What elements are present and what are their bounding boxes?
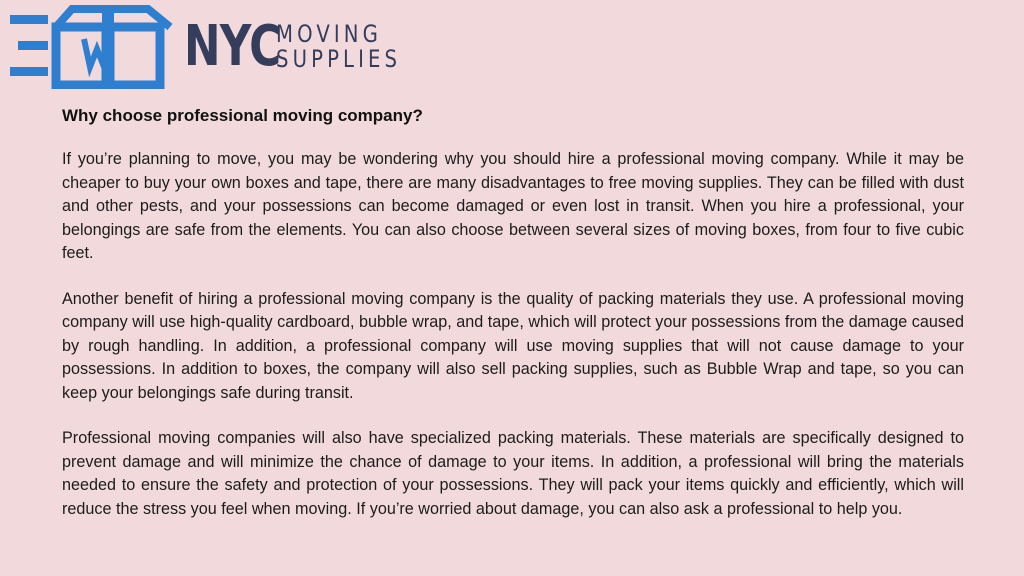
- logo-line-supplies: SUPPLIES: [276, 45, 402, 73]
- logo-wordmark: [276, 19, 402, 73]
- logo-abbreviation: NYC: [184, 14, 281, 79]
- company-logo: [10, 5, 429, 89]
- paragraph-2: Another benefit of hiring a professional moving company is the quality of packing materials they use. A professional moving company will use high-quality cardboard, bubble wrap, and tape, which will protect your possessions from the damage caused by rough handling. In addition, a professional company will use moving supplies that will not cause damage to your possessions. In addition to boxes, the company will also sell packing supplies, such as Bubble Wrap and tape, so you can keep your belongings safe during transit.: [62, 289, 964, 402]
- paragraph-1: If you’re planning to move, you may be wondering why you should hire a professional moving company. While it may be cheaper to buy your own boxes and tape, there are many disadvantages to free moving supplies. They can be filled with dust and other pests, and your possessions can become damaged or even lost in transit. When you hire a professional, your belongings are safe from the elements. You can also choose between several sizes of moving boxes, from four to five cubic feet.: [62, 150, 964, 262]
- article: [62, 106, 964, 543]
- moving-box-logo-icon: [10, 5, 180, 89]
- article-title: Why choose professional moving company?: [62, 106, 423, 125]
- paragraph-3: Professional moving companies will also have specialized packing materials. These materials are specifically designed to prevent damage and will minimize the chance of damage to your items. In addition, a professional will bring the materials needed to ensure the safety and protection of your possessions. They will pack your items quickly and efficiently, which will reduce the stress you feel when moving. If you’re worried about damage, you can also ask a professional to help you.: [62, 429, 964, 518]
- logo-line-moving: MOVING: [276, 19, 382, 48]
